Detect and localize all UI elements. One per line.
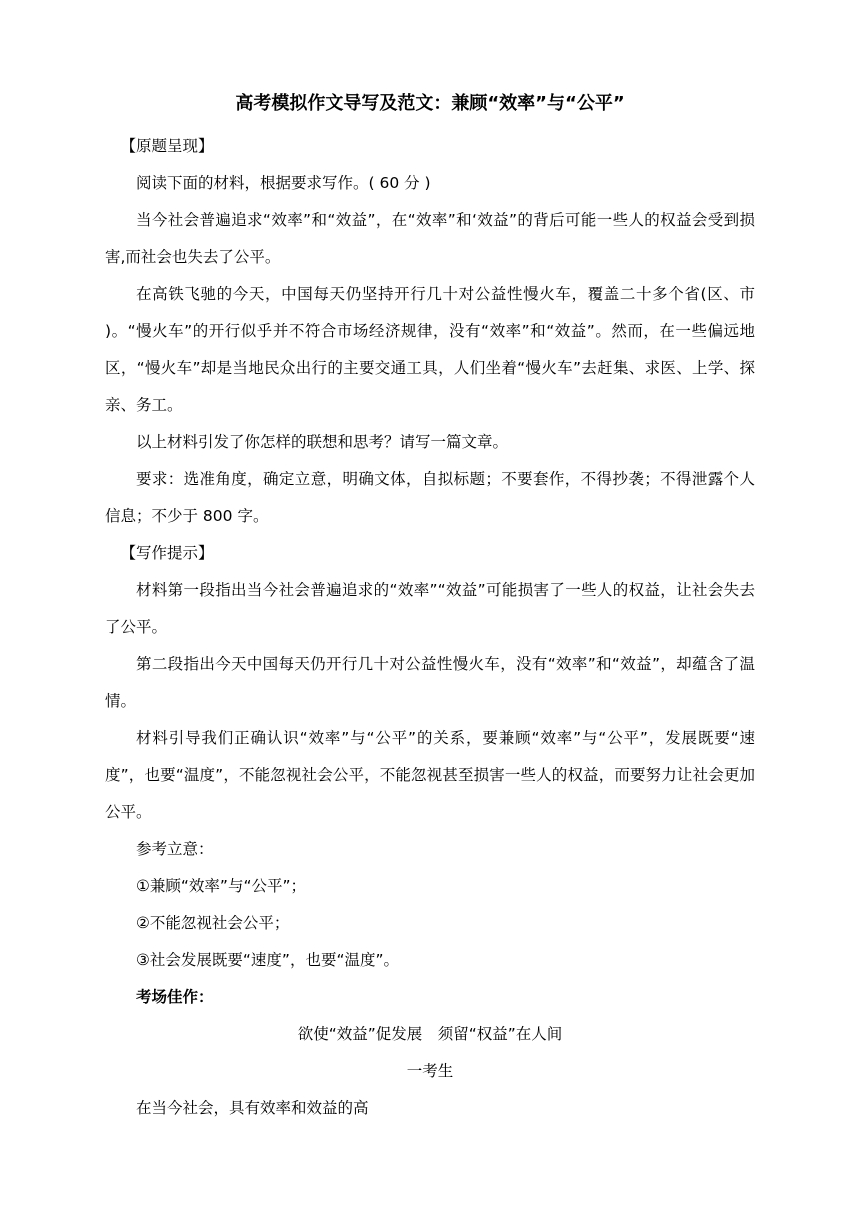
instruction-paragraph: 阅读下面的材料，根据要求写作。( 60 分 ) [136,174,431,192]
essay-title: 欲使“效益”促发展 须留“权益”在人间 [297,1025,563,1043]
tip-paragraph-3: 材料引导我们正确认识“效率”与“公平”的关系，要兼顾“效率”与“公平”，发展既要“速度”，也要“温度”，不能忽视社会公平，不能忽视甚至损害一些人的权益，而要努力让社会更加公平。 [105,729,755,821]
material-paragraph-1: 当今社会普遍追求“效率”和“效益”，在“效率”和‘效益”的背后可能一些人的权益会受到损害,而社会也失去了公平。 [105,211,755,266]
sample-essay-label: 考场佳作： [136,988,214,1006]
reference-item-3: ③社会发展既要“速度”，也要“温度”。 [136,951,400,969]
material-paragraph-2: 在高铁飞驰的今天，中国每天仍坚持开行几十对公益性慢火车，覆盖二十多个省(区、市 )。“慢火车”的开行似乎并不符合市场经济规律，没有“效率”和“效益”。然而，在一些偏远地区，“慢火车”却是当地民众出行的主要交通工具，人们坐着“慢火车”去赶集、求医、上学、探亲、务工。 [105,285,755,414]
tip-paragraph-2: 第二段指出今天中国每天仍开行几十对公益性慢火车，没有“效率”和“效益”，却蕴含了温情。 [105,655,755,710]
tip-paragraph-1: 材料第一段指出当今社会普遍追求的“效率”“效益”可能损害了一些人的权益，让社会失去了公平。 [105,581,755,636]
reference-item-1: ①兼顾“效率”与“公平”； [136,877,307,895]
reference-label: 参考立意： [136,840,214,858]
document-body [105,128,755,1127]
essay-opening: 在当今社会，具有效率和效益的高 [136,1099,369,1117]
reference-item-2: ②不能忽视社会公平； [136,914,290,932]
question-paragraph: 以上材料引发了你怎样的联想和思考？请写一篇文章。 [136,433,509,451]
requirements-paragraph: 要求：选准角度，确定立意，明确文体，自拟标题；不要套作，不得抄袭；不得泄露个人信息；不少于 800 字。 [105,470,755,525]
document-title: 高考模拟作文导写及范文：兼顾“效率”与“公平” [235,93,625,114]
essay-author: 一考生 [406,1062,454,1080]
section-heading-tips: 【写作提示】 [120,544,214,562]
section-heading-original: 【原题呈现】 [120,137,214,155]
